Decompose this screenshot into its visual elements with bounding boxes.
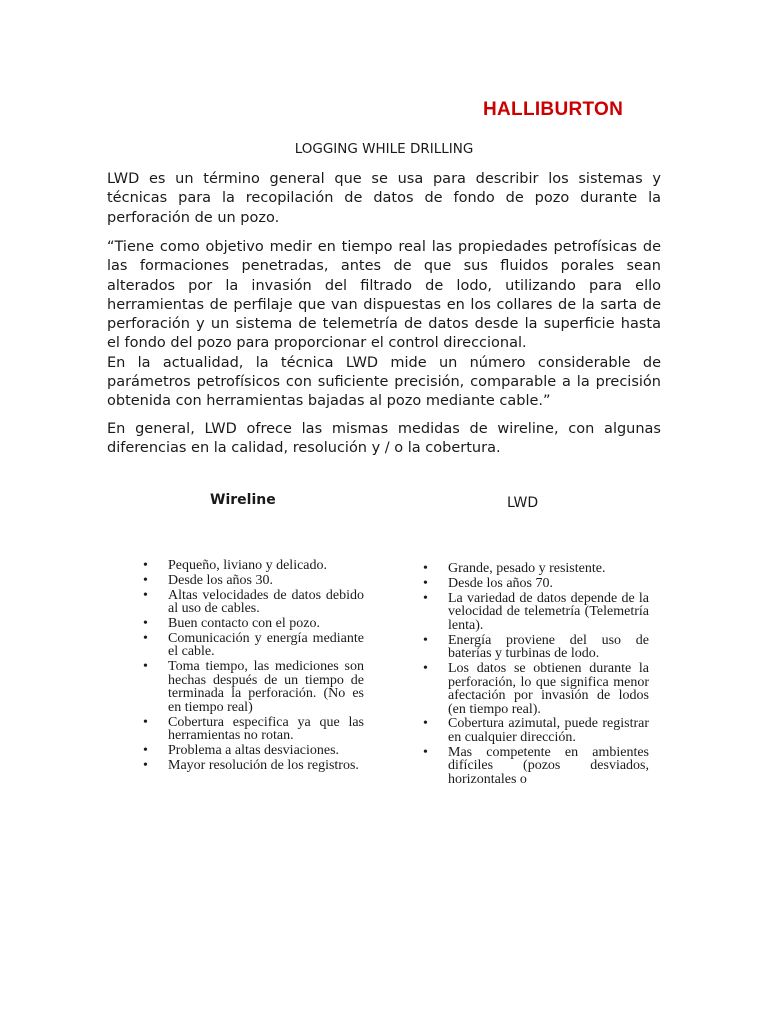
list-item — [143, 632, 364, 659]
lwd-list — [423, 562, 649, 830]
bullet-icon: • — [143, 743, 148, 759]
bullet-icon: • — [423, 716, 428, 732]
bullet-icon: • — [423, 590, 428, 606]
bullet-icon: • — [143, 757, 148, 773]
list-item-text: Cobertura azimutal, puede registrar en cualquier dirección. — [448, 716, 649, 746]
bullet-icon: • — [143, 572, 148, 588]
list-item-text: Desde los años 30. — [168, 572, 273, 588]
bullet-icon: • — [423, 744, 428, 760]
list-item — [423, 562, 649, 576]
intro-paragraph — [107, 170, 661, 228]
wireline-heading: Wireline — [210, 492, 276, 508]
list-item — [423, 592, 649, 633]
wireline-list — [143, 559, 364, 774]
bullet-icon: • — [143, 630, 148, 646]
list-item-text: Toma tiempo, las mediciones son hechas después de un tiempo de terminada la perforación. (No es en tiempo real) — [168, 659, 364, 715]
paragraph-text: LWD es un término general que se usa para describir los sistemas y técnicas para la recopilación de datos de fondo de pozo durante la perforación de un pozo. — [107, 171, 661, 226]
list-item — [143, 617, 364, 631]
list-item — [423, 577, 649, 591]
list-item — [423, 717, 649, 744]
list-item-text: Mayor resolución de los registros. — [168, 757, 359, 773]
bullet-icon: • — [143, 615, 148, 631]
bullet-icon: • — [143, 659, 148, 675]
paragraph-text: En general, LWD ofrece las mismas medidas de wireline, con algunas diferencias en la calidad, resolución y / o la cobertura. — [107, 421, 661, 457]
bullet-icon: • — [143, 587, 148, 603]
lwd-heading: LWD — [507, 495, 539, 511]
list-item — [143, 716, 364, 743]
bullet-icon: • — [423, 562, 428, 576]
list-item — [143, 660, 364, 714]
list-item-text: Buen contacto con el pozo. — [168, 615, 321, 631]
list-item-text: Problema a altas desviaciones. — [168, 743, 340, 759]
bullet-icon: • — [143, 714, 148, 730]
bullet-icon: • — [143, 558, 148, 573]
list-item — [143, 559, 364, 573]
bullet-icon: • — [423, 632, 428, 648]
summary-paragraph — [107, 420, 661, 459]
list-item-text: Los datos se obtienen durante la perforación, lo que significa menor afectación por invasión de lodos (en tiempo real). — [448, 660, 649, 717]
list-item — [143, 574, 364, 588]
list-item-text: Desde los años 70. — [448, 575, 553, 591]
bullet-icon: • — [423, 660, 428, 676]
list-item — [423, 662, 649, 716]
bullet-icon: • — [423, 575, 428, 591]
list-item-text: Altas velocidades de datos debido al uso de cables. — [168, 587, 364, 617]
list-item — [143, 589, 364, 616]
list-item — [143, 744, 364, 758]
list-item-text: Mas competente en ambientes difíciles (pozos desviados, horizontales o — [448, 744, 649, 788]
list-item-text: Comunicación y energía mediante el cable. — [168, 630, 364, 660]
list-item — [423, 746, 649, 787]
list-item — [143, 759, 364, 773]
paragraph-text: “Tiene como objetivo medir en tiempo real las propiedades petrofísicas de las formaciones penetradas, antes de que sus fluidos porales sean alterados por la invasión del filtrado de lodo, utilizando para ello herramientas de perfilaje que van dispuestas en los collares de la sarta de perforación y un sistema de telemetría de datos desde la superficie hasta el fondo del pozo para proporcionar el control direccional. — [107, 239, 661, 352]
quote-paragraph — [107, 238, 661, 412]
list-item-text: La variedad de datos depende de la velocidad de telemetría (Telemetría lenta). — [448, 590, 649, 633]
list-item-text: Energía proviene del uso de baterías y turbinas de lodo. — [448, 632, 649, 662]
list-item-text: Pequeño, liviano y delicado. — [168, 558, 328, 573]
list-item-text: Grande, pesado y resistente. — [448, 562, 606, 576]
list-item-text: Cobertura especifica ya que las herramientas no rotan. — [168, 714, 364, 744]
paragraph-text: En la actualidad, la técnica LWD mide un número considerable de parámetros petrofísicos con suficiente precisión, comparable a la precisión obtenida con herramientas bajadas al pozo mediante cable.” — [107, 354, 661, 410]
halliburton-logo: HALLIBURTON — [483, 99, 624, 120]
document-title: LOGGING WHILE DRILLING — [294, 141, 474, 157]
list-item — [423, 634, 649, 661]
